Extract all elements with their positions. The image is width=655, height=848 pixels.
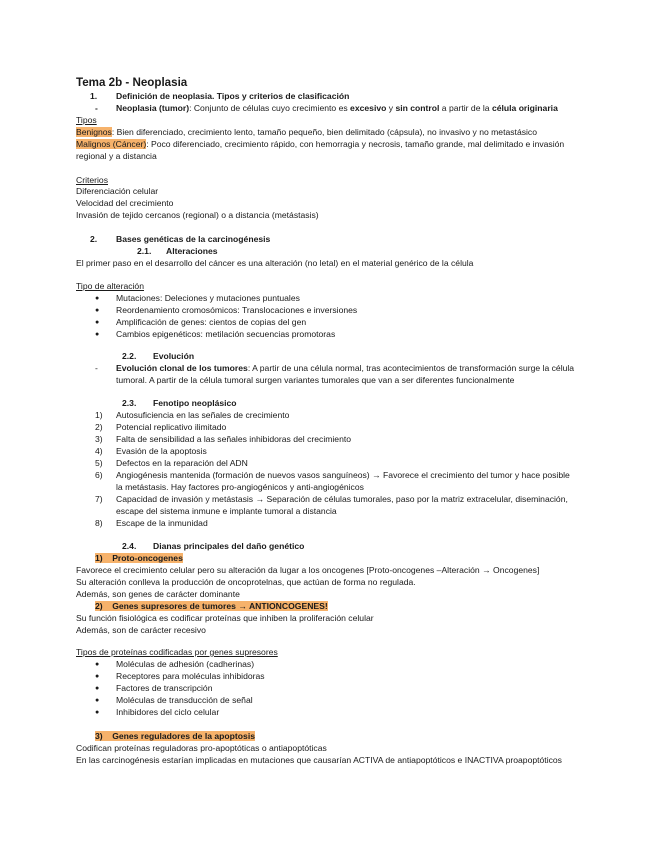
- subsection-2-2-number: 2.2.: [122, 351, 137, 361]
- fenotipo-number: 8): [95, 518, 103, 528]
- bullet-icon: ●: [95, 661, 100, 668]
- malignos-text: : Poco diferenciado, crecimiento rápido, con hemorragia y necrosis, tamaño grande, mal delimitado e invasión: [146, 139, 565, 149]
- section-1-number: 1.: [90, 91, 98, 101]
- proto-oncogenes-highlight: 1) Proto-oncogenes: [95, 553, 183, 563]
- definition-text-c: a partir de la: [439, 103, 492, 113]
- malignos-term: Malignos (Cáncer): [76, 139, 147, 149]
- alteracion-item: Cambios epigenéticos: metilación secuencias promotoras: [116, 329, 336, 339]
- benignos-term: Benignos: [76, 127, 112, 137]
- bullet-icon: ●: [95, 319, 100, 326]
- evolucion-text: : A partir de una célula normal, tras acontecimientos de transformación surge la célula: [247, 363, 575, 373]
- evolucion-term: Evolución clonal de los tumores: [116, 363, 248, 373]
- benignos-text: : Bien diferenciado, crecimiento lento, tamaño pequeño, bien delimitado (cápsula), no invasivo y no metastásico: [111, 127, 537, 137]
- definition-bold-sin-control: sin control: [395, 103, 440, 113]
- bullet-icon: ●: [95, 331, 100, 338]
- section-2-heading: Bases genéticas de la carcinogénesis: [116, 234, 271, 244]
- fenotipo-item-cont: escape del sistema inmune e implante tumoral a distancia: [116, 506, 337, 516]
- definition-bold-celula: célula originaria: [491, 103, 558, 113]
- supresores-heading: [95, 601, 328, 612]
- apoptosis-heading: [95, 731, 255, 742]
- section-1-heading: Definición de neoplasia. Tipos y criterios de clasificación: [116, 91, 350, 101]
- fenotipo-item: Escape de la inmunidad: [116, 518, 208, 528]
- bullet-icon: ●: [95, 295, 100, 302]
- alteracion-item: Reordenamiento cromosómicos: Translocaciones e inversiones: [116, 305, 358, 315]
- evolucion-clonal-line: [116, 363, 574, 374]
- subsection-2-4-heading: Dianas principales del daño genético: [153, 541, 305, 551]
- paragraph-line: Favorece el crecimiento celular pero su alteración da lugar a los oncogenes [Proto-oncogenes –Alteración → Oncogenes]: [76, 565, 540, 575]
- paragraph-line: Además, son genes de carácter dominante: [76, 589, 240, 599]
- subsection-2-2-heading: Evolución: [153, 351, 195, 361]
- malignos-line: [76, 139, 564, 150]
- bullet-icon: ●: [95, 673, 100, 680]
- evolucion-text-cont: tumoral. A partir de la célula tumoral surgen variantes tumorales que van a ser diferentes funcionalmente: [116, 375, 515, 385]
- tipo-alteracion-label: Tipo de alteración: [76, 281, 144, 291]
- proteina-item: Inhibidores del ciclo celular: [116, 707, 220, 717]
- benignos-line: [76, 127, 537, 138]
- page-title: Tema 2b - Neoplasia: [76, 76, 188, 89]
- fenotipo-number: 4): [95, 446, 103, 456]
- neoplasia-definition: [116, 103, 558, 114]
- definition-term: Neoplasia (tumor): [116, 103, 190, 113]
- subsection-2-1-heading: Alteraciones: [166, 246, 218, 256]
- paragraph-line: Su alteración conlleva la producción de oncoprotelnas, que actúan de forma no regulada.: [76, 577, 416, 587]
- fenotipo-item: Autosuficiencia en las señales de crecimiento: [116, 410, 290, 420]
- paragraph-line: Además, son de carácter recesivo: [76, 625, 206, 635]
- fenotipo-item: Angiogénesis mantenida (formación de nuevos vasos sanguíneos) → Favorece el crecimiento del tumor y hace posible: [116, 470, 570, 480]
- criterio-item: Diferenciación celular: [76, 186, 159, 196]
- alteracion-item: Mutaciones: Deleciones y mutaciones puntuales: [116, 293, 300, 303]
- criterio-item: Velocidad del crecimiento: [76, 198, 174, 208]
- fenotipo-number: 7): [95, 494, 103, 504]
- fenotipo-item: Evasión de la apoptosis: [116, 446, 207, 456]
- bullet-icon: ●: [95, 709, 100, 716]
- fenotipo-number: 5): [95, 458, 103, 468]
- tipos-label: Tipos: [76, 115, 97, 125]
- subsection-2-3-number: 2.3.: [122, 398, 137, 408]
- bullet-icon: ●: [95, 697, 100, 704]
- criterios-label: Criterios: [76, 175, 108, 185]
- proto-oncogenes-heading: [95, 553, 183, 564]
- bullet-icon: ●: [95, 685, 100, 692]
- proteina-item: Moléculas de adhesión (cadherinas): [116, 659, 255, 669]
- definition-text-mid: y: [386, 103, 396, 113]
- malignos-text-cont: regional y a distancia: [76, 151, 157, 161]
- fenotipo-number: 6): [95, 470, 103, 480]
- criterio-item: Invasión de tejido cercanos (regional) o a distancia (metástasis): [76, 210, 319, 220]
- proteina-item: Moléculas de transducción de señal: [116, 695, 253, 705]
- proteinas-label: Tipos de proteínas codificadas por genes supresores: [76, 647, 278, 657]
- definition-text-a: : Conjunto de células cuyo crecimiento es: [189, 103, 351, 113]
- fenotipo-number: 1): [95, 410, 103, 420]
- fenotipo-number: 3): [95, 434, 103, 444]
- alteraciones-text: El primer paso en el desarrollo del cáncer es una alteración (no letal) en el material genérico de la célula: [76, 258, 474, 268]
- paragraph-line: Su función fisiológica es codificar proteínas que inhiben la proliferación celular: [76, 613, 374, 623]
- fenotipo-item: Falta de sensibilidad a las señales inhibidoras del crecimiento: [116, 434, 352, 444]
- fenotipo-number: 2): [95, 422, 103, 432]
- subsection-2-4-number: 2.4.: [122, 541, 137, 551]
- subsection-2-3-heading: Fenotipo neoplásico: [153, 398, 237, 408]
- paragraph-line: En las carcinogénesis estarían implicadas en mutaciones que causarían ACTIVA de antiapoptóticos e INACTIVA proapoptóticos: [76, 755, 562, 765]
- evolucion-bullet: -: [95, 363, 98, 373]
- fenotipo-item: Capacidad de invasión y metástasis → Separación de células tumorales, paso por la matriz extracelular, diseminación,: [116, 494, 568, 504]
- section-2-number: 2.: [90, 234, 98, 244]
- paragraph-line: Codifican proteínas reguladoras pro-apoptóticas o antiapoptóticas: [76, 743, 327, 753]
- subsection-2-1-number: 2.1.: [137, 246, 152, 256]
- definition-bold-excesivo: excesivo: [350, 103, 387, 113]
- alteracion-item: Amplificación de genes: cientos de copias del gen: [116, 317, 307, 327]
- bullet-icon: ●: [95, 307, 100, 314]
- supresores-highlight: 2) Genes supresores de tumores → ANTIONCOGENES!: [95, 601, 328, 611]
- apoptosis-highlight: 3) Genes reguladores de la apoptosis: [95, 731, 255, 741]
- proteina-item: Factores de transcripción: [116, 683, 213, 693]
- definition-bullet: -: [95, 103, 98, 113]
- fenotipo-item: Potencial replicativo ilimitado: [116, 422, 227, 432]
- fenotipo-item-cont: la metástasis. Hay factores pro-angiogénicos y anti-angiogénicos: [116, 482, 364, 492]
- fenotipo-item: Defectos en la reparación del ADN: [116, 458, 248, 468]
- proteina-item: Receptores para moléculas inhibidoras: [116, 671, 265, 681]
